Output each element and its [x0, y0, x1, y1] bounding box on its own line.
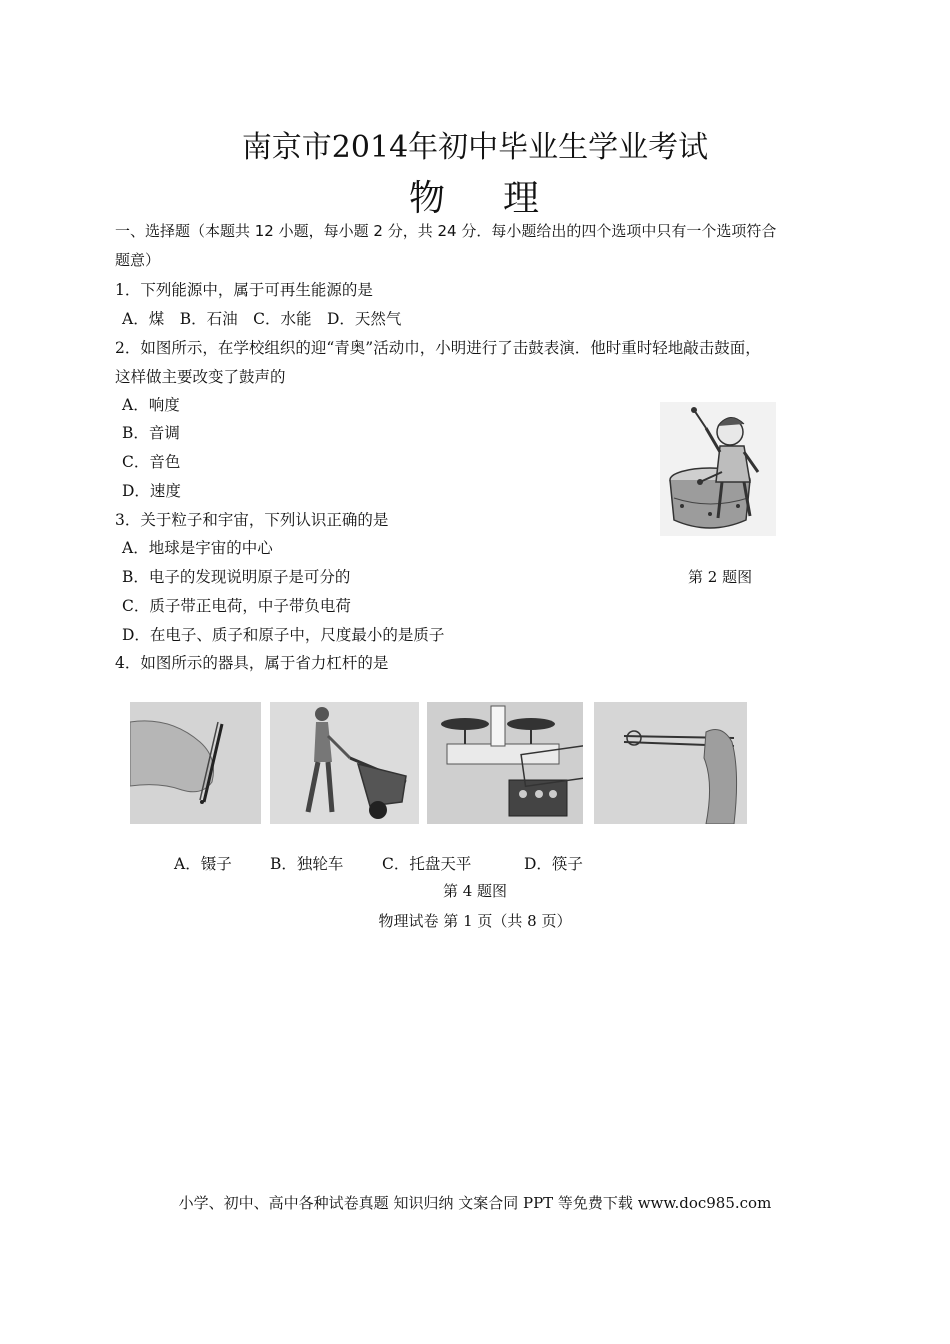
exam-title: 南京市2014年初中毕业生学业考试: [241, 130, 709, 165]
q4-option-b: B．独轮车: [270, 855, 344, 873]
q3-option-c: C．质子带正电荷，中子带负电荷: [122, 597, 351, 615]
q2-option-a: A．响度: [122, 396, 180, 414]
drum-figure: [660, 402, 776, 536]
q4-figure-caption: 第 4 题图: [442, 882, 508, 900]
page-footer: 物理试卷 第 1 页（共 8 页）: [378, 912, 572, 930]
subject-title: [0, 170, 950, 221]
section-heading-line1: 一、选择题（本题共 12 小题，每小题 2 分，共 24 分．每小题给出的四个选项中只有一个选项符合: [115, 222, 777, 240]
q4-option-c: C．托盘天平: [382, 855, 472, 873]
q1-options: A．煤 B．石油 C．水能 D．天然气: [122, 310, 402, 328]
tweezers-photo: [130, 702, 261, 824]
q3-option-a: A．地球是宇宙的中心: [122, 539, 273, 557]
balance-scale-photo: [427, 702, 583, 824]
q2-option-c: C．音色: [122, 453, 181, 471]
q2-option-d: D．速度: [122, 482, 181, 500]
q3-stem: 3．关于粒子和宇宙，下列认识正确的是: [115, 511, 389, 529]
q2-stem-line1: 2．如图所示，在学校组织的迎“青奥”活动巾，小明进行了击鼓表演．他时重时轻地敲击鼓面，: [115, 339, 761, 357]
subject-char-2: 理: [503, 178, 542, 219]
wheelbarrow-photo: [270, 702, 419, 824]
q4-option-d: D．筷子: [524, 855, 583, 873]
chopsticks-photo: [594, 702, 747, 824]
subject-char-1: 物: [408, 178, 447, 219]
site-footer: 小学、初中、高中各种试卷真题 知识归纳 文案合同 PPT 等免费下载 www.doc985.com: [178, 1194, 772, 1212]
q2-stem-line2: 这样做主要改变了鼓声的: [115, 368, 286, 386]
section-heading-line2: 题意）: [115, 251, 161, 269]
q2-option-b: B．音调: [122, 424, 180, 442]
q2-figure-caption: 第 2 题图: [688, 568, 753, 586]
q4-option-a: A．镊子: [174, 855, 232, 873]
q3-option-b: B．电子的发现说明原子是可分的: [122, 568, 351, 586]
q3-option-d: D．在电子、质子和原子中，尺度最小的是质子: [122, 626, 445, 644]
q1-stem: 1．下列能源中，属于可再生能源的是: [115, 281, 373, 299]
q4-stem: 4．如图所示的器具，属于省力杠杆的是: [115, 654, 389, 672]
